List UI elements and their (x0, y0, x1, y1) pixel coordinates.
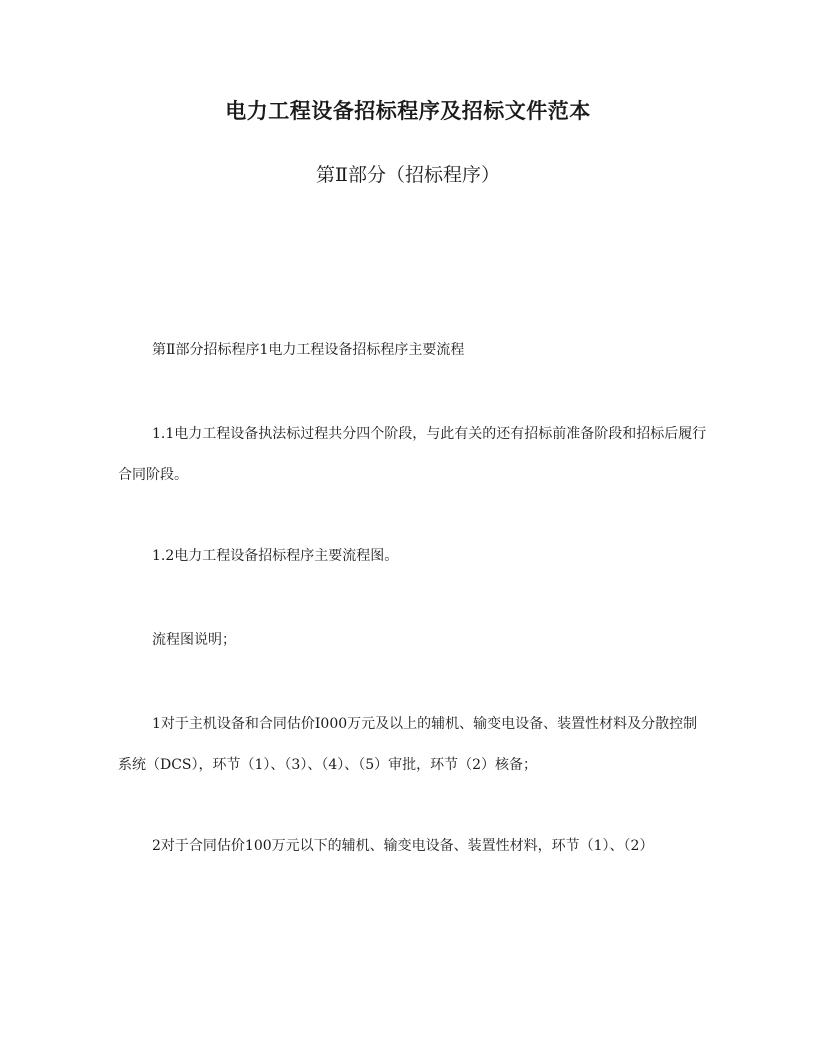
paragraph: 流程图说明； (152, 632, 236, 648)
document-title: 电力工程设备招标程序及招标文件范本 (225, 98, 591, 123)
paragraph: 第Ⅱ部分招标程序1电力工程设备招标程序主要流程 (152, 342, 465, 358)
paragraph: 1.2电力工程设备招标程序主要流程图。 (152, 548, 399, 564)
document-subtitle: 第Ⅱ部分（招标程序） (316, 164, 500, 186)
paragraph: 2对于合同估价100万元以下的辅机、输变电设备、装置性材料，环节（1）、（2） (152, 838, 654, 854)
paragraph: 1对于主机设备和合同估价I000万元及以上的辅机、输变电设备、装置性材料及分散控制系统（DCS），环节（1）、（3）、（4）、（5）审批，环节（2）核备； (118, 716, 698, 773)
paragraph: 1.1电力工程设备执法标过程共分四个阶段，与此有关的还有招标前准备阶段和招标后履行合同阶段。 (118, 426, 707, 483)
